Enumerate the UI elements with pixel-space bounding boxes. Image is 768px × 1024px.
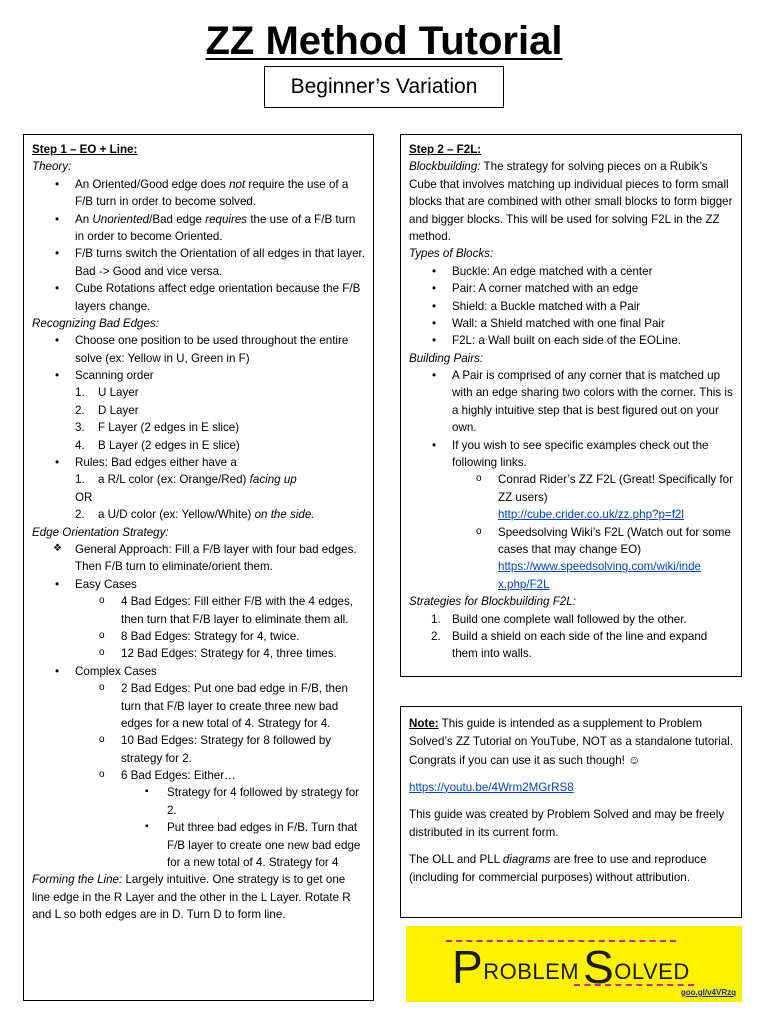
- list-item: • Wall: a Shield matched with one final Pair: [409, 315, 733, 332]
- theory-list: [32, 176, 365, 315]
- forming-line-paragraph: Forming the Line: Largely intuitive. One strategy is to get one line edge in the R Layer and the other in the L Layer. Rotate R and L so both edges are in D. Turn D to form line.: [32, 873, 351, 922]
- list-item: 2. D Layer: [75, 403, 139, 417]
- note-paragraph: Note: This guide is intended as a supplement to Problem Solved’s ZZ Tutorial on YouTube, NOT as a standalone tutorial. Congrats if you can use it as such though! ☺: [409, 717, 733, 767]
- list-item: 1. Build one complete wall followed by the other.: [431, 612, 687, 626]
- step1-heading: Step 1 – EO + Line:: [32, 143, 138, 156]
- created-paragraph: This guide was created by Problem Solved and may be freely distributed in its current form.: [409, 807, 725, 839]
- list-item: 1. U Layer: [75, 386, 139, 400]
- step1-panel: [23, 134, 374, 1001]
- scanning-order-list: [32, 384, 365, 454]
- oll-pll-paragraph: The OLL and PLL diagrams are free to use and reproduce (including for commercial purposes) without attribution.: [409, 852, 707, 884]
- easy-cases-list: [32, 593, 365, 663]
- list-item: 2. a U/D color (ex: Yellow/White) on the side.: [75, 508, 315, 522]
- list-item: ▪ Strategy for 4 followed by strategy for 2.: [32, 784, 365, 819]
- speedsolving-link[interactable]: https://www.speedsolving.com/wiki/inde x.php/F2L: [498, 560, 701, 591]
- building-pairs-label: Building Pairs:: [409, 351, 484, 365]
- theory-label: Theory:: [32, 160, 72, 174]
- list-item: 4. B Layer (2 edges in E slice): [75, 438, 240, 452]
- list-item: 2. Build a shield on each side of the line and expand them into walls.: [431, 629, 708, 661]
- list-item: • F/B turns switch the Orientation of all edges in that layer. Bad -> Good and vice versa.: [32, 245, 365, 280]
- subtitle-box: [264, 66, 504, 108]
- list-item: o Conrad Rider’s ZZ F2L (Great! Specifically for ZZ users) http://cube.crider.co.uk/zz.php?p=f2l: [409, 471, 733, 523]
- problem-solved-logo: [406, 926, 742, 1002]
- list-item: • Scanning order: [32, 367, 365, 384]
- list-item: o 12 Bad Edges: Strategy for 4, three times.: [32, 645, 365, 662]
- list-item: 1. a R/L color (ex: Orange/Red) facing up: [75, 473, 297, 487]
- types-label: Types of Blocks:: [409, 247, 494, 261]
- list-item: • An Unoriented/Bad edge requires the use of a F/B turn in order to become Oriented.: [32, 211, 365, 246]
- list-item: • Rules: Bad edges either have a: [32, 454, 365, 471]
- subtitle: Beginner’s Variation: [290, 75, 478, 98]
- list-item: • Easy Cases: [32, 576, 365, 593]
- list-item: • Shield: a Buckle matched with a Pair: [409, 298, 733, 315]
- list-item: • Cube Rotations affect edge orientation because the F/B layers change.: [32, 280, 365, 315]
- list-item: o 4 Bad Edges: Fill either F/B with the 4 edges, then turn that F/B layer to eliminate them all.: [32, 593, 365, 628]
- crider-link[interactable]: http://cube.crider.co.uk/zz.php?p=f2l: [498, 508, 684, 522]
- complex-cases-list: [32, 680, 365, 784]
- list-item: • F2L: a Wall built on each side of the EOLine.: [409, 332, 733, 349]
- or-label: OR: [75, 490, 93, 504]
- list-item: • If you wish to see specific examples check out the following links.: [409, 437, 733, 472]
- step2-panel: [400, 134, 742, 677]
- list-item: • A Pair is comprised of any corner that is matched up with an edge sharing two colors with the corner. This is a highly intuitive step that is best figured out on your own.: [409, 367, 733, 437]
- list-item: ▪ Put three bad edges in F/B. Turn that F/B layer to create one new bad edge for a new total of 4. Strategy for 4: [32, 819, 365, 871]
- list-item: • Choose one position to be used throughout the entire solve (ex: Yellow in U, Green in F): [32, 332, 365, 367]
- recognizing-label: Recognizing Bad Edges:: [32, 316, 159, 330]
- list-item: o 6 Bad Edges: Either…: [32, 767, 365, 784]
- note-panel: [400, 706, 742, 918]
- logo-wordmark: PROBLEMSOLVED: [452, 941, 690, 993]
- blockbuilding-paragraph: Blockbuilding: The strategy for solving pieces on a Rubik’s Cube that involves matching up individual pieces to form small blocks that are combined with other small blocks to form bigger and bigger blocks. This will be used for solving F2L in the ZZ method.: [409, 160, 733, 243]
- list-item: • Pair: A corner matched with an edge: [409, 280, 733, 297]
- list-item: o 10 Bad Edges: Strategy for 8 followed by strategy for 2.: [32, 732, 365, 767]
- list-item: • Buckle: An edge matched with a center: [409, 263, 733, 280]
- strategies-list: [409, 611, 733, 663]
- six-edges-list: [32, 784, 365, 871]
- youtube-link[interactable]: https://youtu.be/4Wrm2MGrRS8: [409, 780, 574, 794]
- smiley-icon: ☺: [628, 752, 641, 767]
- page-title: ZZ Method Tutorial: [205, 19, 563, 63]
- logo-short-link[interactable]: goo.gl/v4VRzq: [680, 988, 736, 997]
- strategy-label: Edge Orientation Strategy:: [32, 525, 169, 539]
- list-item: o Speedsolving Wiki’s F2L (Watch out for some cases that may change EO) https://www.speedsolving.com/wiki/inde x.php/F2L: [409, 524, 733, 594]
- list-item: o 2 Bad Edges: Put one bad edge in F/B, then turn that F/B layer to create three new bad edges for a new total of 4. Strategy for 4.: [32, 680, 365, 732]
- links-list: [409, 471, 733, 593]
- list-item: ❖ General Approach: Fill a F/B layer with four bad edges. Then F/B turn to eliminate/orient them.: [32, 541, 365, 576]
- list-item: • An Oriented/Good edge does not require the use of a F/B turn in order to become solved.: [32, 176, 365, 211]
- types-list: [409, 263, 733, 350]
- list-item: 3. F Layer (2 edges in E slice): [75, 421, 240, 435]
- list-item: • Complex Cases: [32, 663, 365, 680]
- step2-heading: Step 2 – F2L:: [409, 143, 482, 156]
- rules-list: [32, 471, 365, 488]
- strategies-label: Strategies for Blockbuilding F2L:: [409, 595, 576, 609]
- list-item: o 8 Bad Edges: Strategy for 4, twice.: [32, 628, 365, 645]
